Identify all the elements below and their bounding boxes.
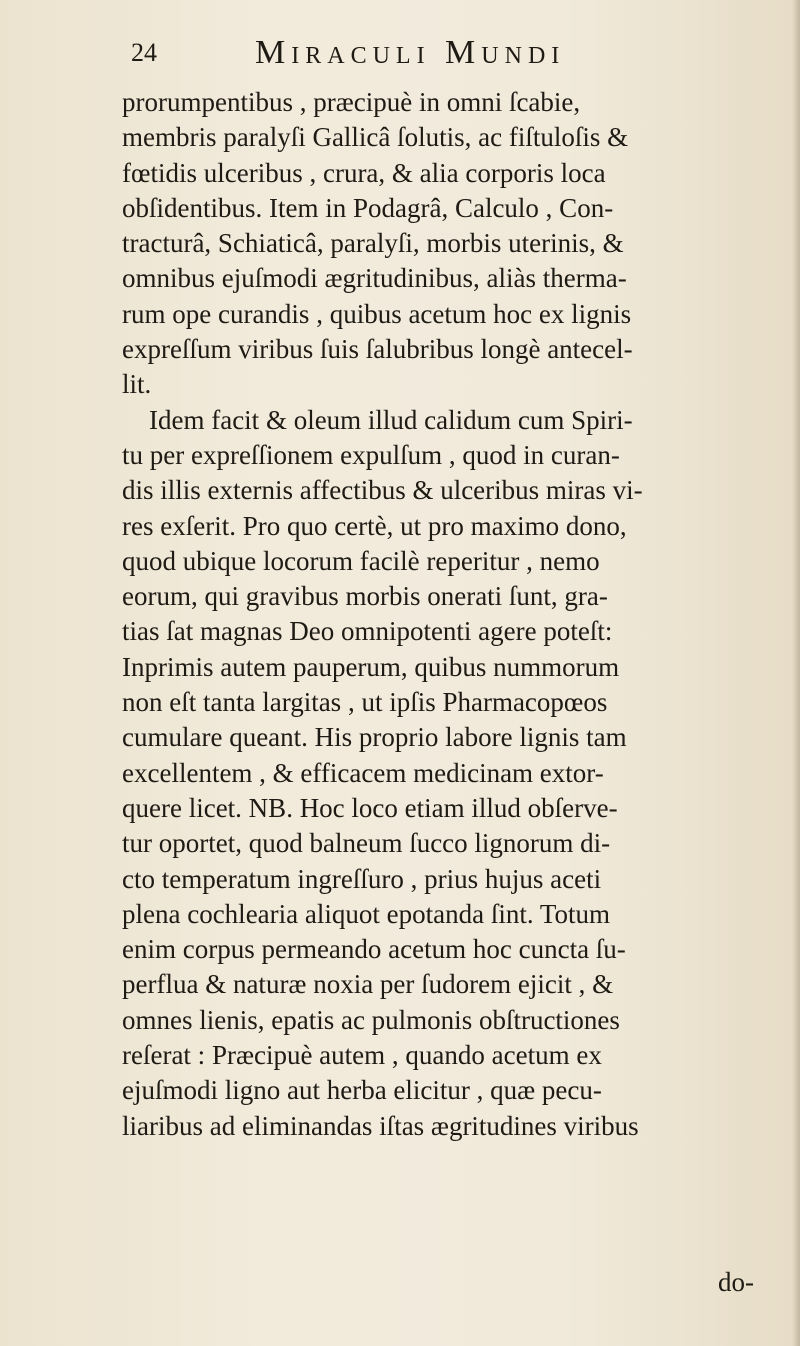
text-line: reſerat : Præcipuè autem , quando acetum ex [122,1040,602,1071]
page-number: 24 [131,38,157,67]
text-line: dis illis externis affectibus & ulceribus miras vi- [122,475,643,506]
text-line: lit. [122,369,152,400]
text-line: plena cochlearia aliquot epotanda ſint. Totum [122,898,610,929]
text-line: ejuſmodi ligno aut herba elicitur , quæ pecu- [122,1075,602,1106]
text-line: Idem facit & oleum illud calidum cum Spiri- [149,404,633,435]
text-line: liaribus ad eliminandas iſtas ægritudines viribus [122,1110,639,1141]
running-head: Miraculi Mundi [255,34,566,71]
text-line: perflua & naturæ noxia per ſudorem ejicit , & [122,969,614,1000]
text-line: res exſerit. Pro quo certè, ut pro maximo dono, [122,510,627,541]
catchword: do- [718,1267,754,1297]
text-line: non eſt tanta largitas , ut ipſis Pharmacopœos [122,687,608,718]
text-line: cumulare queant. His proprio labore lignis tam [122,722,627,753]
text-line: Inprimis autem pauperum, quibus nummorum [122,651,620,682]
text-line: tu per expreſſionem expulſum , quod in curan- [122,439,620,470]
text-line: tias ſat magnas Deo omnipotenti agere poteſt: [122,616,613,647]
text-line: omnes lienis, epatis ac pulmonis obſtructiones [122,1004,620,1035]
text-line: membris paralyſi Gallicâ ſolutis, ac fiſtuloſis & [122,122,629,153]
text-line: expreſſum viribus ſuis ſalubribus longè antecel- [122,334,633,365]
text-line: prorumpentibus , præcipuè in omni ſcabie, [122,87,581,117]
text-line: excellentem , & efficacem medicinam extor- [122,757,604,788]
text-line: fœtidis ulceribus , crura, & alia corporis loca [122,157,606,188]
text-line: eorum, qui gravibus morbis onerati ſunt, gra- [122,581,608,612]
text-line: obſidentibus. Item in Podagrâ, Calculo , Con- [122,192,614,223]
text-line: tracturâ, Schiaticâ, paralyſi, morbis uterinis, & [122,228,624,259]
page-header [131,34,691,84]
text-line: cto temperatum ingreſſuro , prius hujus aceti [122,863,602,894]
text-line: quere licet. NB. Hoc loco etiam illud obſerve- [122,792,618,823]
text-line: rum ope curandis , quibus acetum hoc ex lignis [122,298,632,329]
text-line: tur oportet, quod balneum ſucco lignorum di- [122,828,611,859]
text-line: enim corpus permeando acetum hoc cuncta ſu- [122,934,626,965]
text-line: omnibus ejuſmodi ægritudinibus, aliàs therma- [122,263,627,294]
text-line: quod ubique locorum facilè reperitur , nemo [122,545,600,576]
body-text [122,85,800,1144]
